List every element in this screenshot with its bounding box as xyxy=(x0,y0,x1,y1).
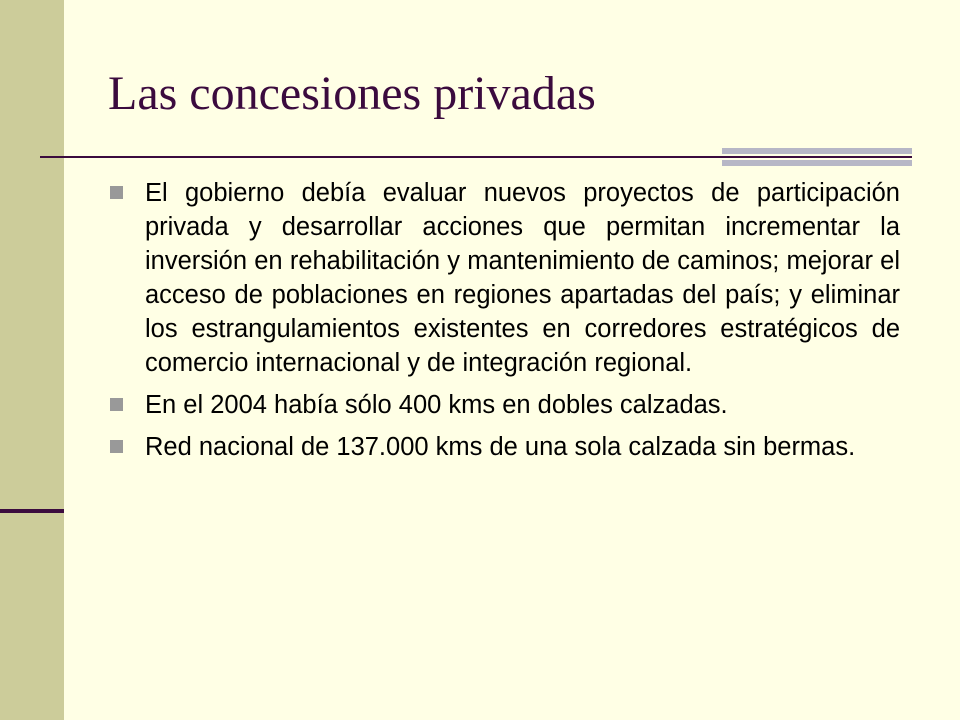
title-underline-rule xyxy=(40,156,912,158)
bullet-item xyxy=(110,430,900,464)
title-rule-accent-bottom xyxy=(722,160,912,166)
bullet-text: En el 2004 había sólo 400 kms en dobles calzadas. xyxy=(145,391,728,419)
square-bullet-icon xyxy=(110,398,123,411)
bullet-text: El gobierno debía evaluar nuevos proyectos de participación privada y desarrollar acciones que permitan incrementar la inversión en rehabilitación y mantenimiento de caminos; mejorar el acceso de poblaciones en regiones apartadas del país; y eliminar los estrangulamientos existentes en corredores estratégicos de comercio internacional y de integración regional. xyxy=(145,179,900,377)
slide-title: Las concesiones privadas xyxy=(108,67,596,120)
square-bullet-icon xyxy=(110,186,123,199)
left-decorative-bar xyxy=(0,0,64,720)
left-bar-accent-line xyxy=(0,509,64,513)
bullet-text: Red nacional de 137.000 kms de una sola calzada sin bermas. xyxy=(145,433,856,461)
square-bullet-icon xyxy=(110,440,123,453)
bullet-item xyxy=(110,388,900,422)
title-rule-accent-top xyxy=(722,148,912,154)
bullet-item xyxy=(110,176,900,380)
bullet-list xyxy=(110,176,900,472)
